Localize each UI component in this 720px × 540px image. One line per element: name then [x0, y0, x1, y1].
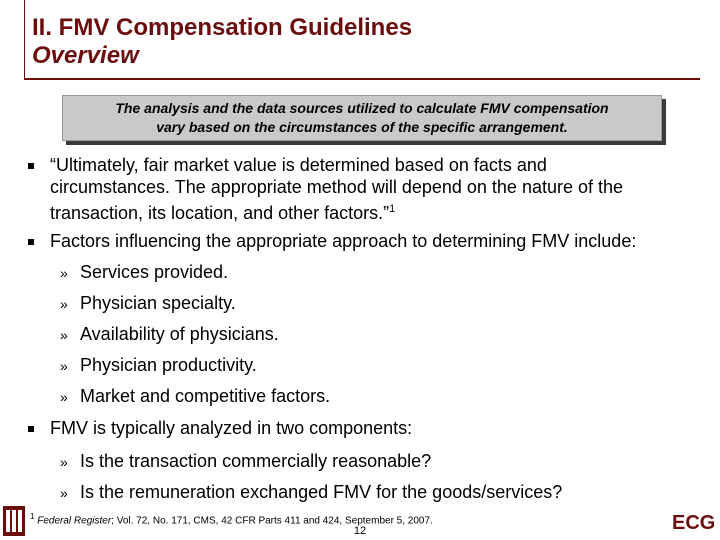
sub-item-text: Is the remuneration exchanged FMV for the goods/services?: [80, 482, 563, 502]
title-left-rule: [24, 0, 25, 80]
sub-item-text: Is the transaction commercially reasonable?: [80, 451, 432, 471]
sub-item-text: Services provided.: [80, 262, 229, 282]
bullet-factors: Factors influencing the appropriate approach to determining FMV include:: [50, 231, 637, 251]
chevron-right-icon: »: [60, 296, 68, 312]
sub-item-text: Market and competitive factors.: [80, 386, 331, 406]
chevron-right-icon: »: [60, 389, 68, 405]
callout-box: [62, 95, 662, 141]
chevron-right-icon: »: [60, 485, 68, 501]
title-main: II. FMV Compensation Guidelines: [32, 14, 413, 41]
sub-item: [60, 450, 431, 473]
sub-item: [60, 323, 279, 346]
chevron-right-icon: »: [60, 327, 68, 343]
sub-item-text: Availability of physicians.: [80, 324, 279, 344]
sub-item: [60, 261, 228, 284]
ecg-logo: ECG: [672, 512, 716, 534]
footnote-details: ; Vol. 72, No. 171, CMS, 42 CFR Parts 411 and 424, September 5, 2007.: [111, 515, 433, 527]
chevron-right-icon: »: [60, 265, 68, 281]
sub-item: [60, 385, 330, 408]
sub-item: [60, 481, 562, 504]
sub-item-text: Physician productivity.: [80, 355, 257, 375]
chevron-right-icon: »: [60, 358, 68, 374]
bullet-quote: [50, 154, 710, 224]
bullet-square-icon: [28, 426, 34, 432]
bullet-square-icon: [28, 239, 34, 245]
sub-item: [60, 354, 257, 377]
page-number: 12: [353, 525, 367, 537]
callout-line-1: The analysis and the data sources utilized to calculate FMV compensation: [115, 100, 609, 116]
callout-line-2: vary based on the circumstances of the specific arrangement.: [156, 119, 568, 135]
quote-line-3: [50, 198, 710, 224]
quote-line-2: circumstances. The appropriate method will depend on the nature of the: [50, 177, 624, 197]
footnote-ref: 1: [389, 203, 396, 215]
footnote-number: 1: [30, 512, 35, 521]
bullet-components: FMV is typically analyzed in two components:: [50, 418, 413, 438]
title-divider: [24, 78, 700, 80]
chevron-right-icon: »: [60, 454, 68, 470]
sub-item-text: Physician specialty.: [80, 293, 236, 313]
quote-line-3-text: transaction, its location, and other factors.”: [50, 203, 390, 223]
bullet-square-icon: [28, 163, 34, 169]
quote-line-1: “Ultimately, fair market value is determined based on facts and: [50, 155, 547, 175]
sub-item: [60, 292, 236, 315]
slide-title: [32, 14, 412, 70]
title-subtitle: Overview: [32, 42, 139, 69]
footnote-source: Federal Register: [37, 515, 112, 527]
